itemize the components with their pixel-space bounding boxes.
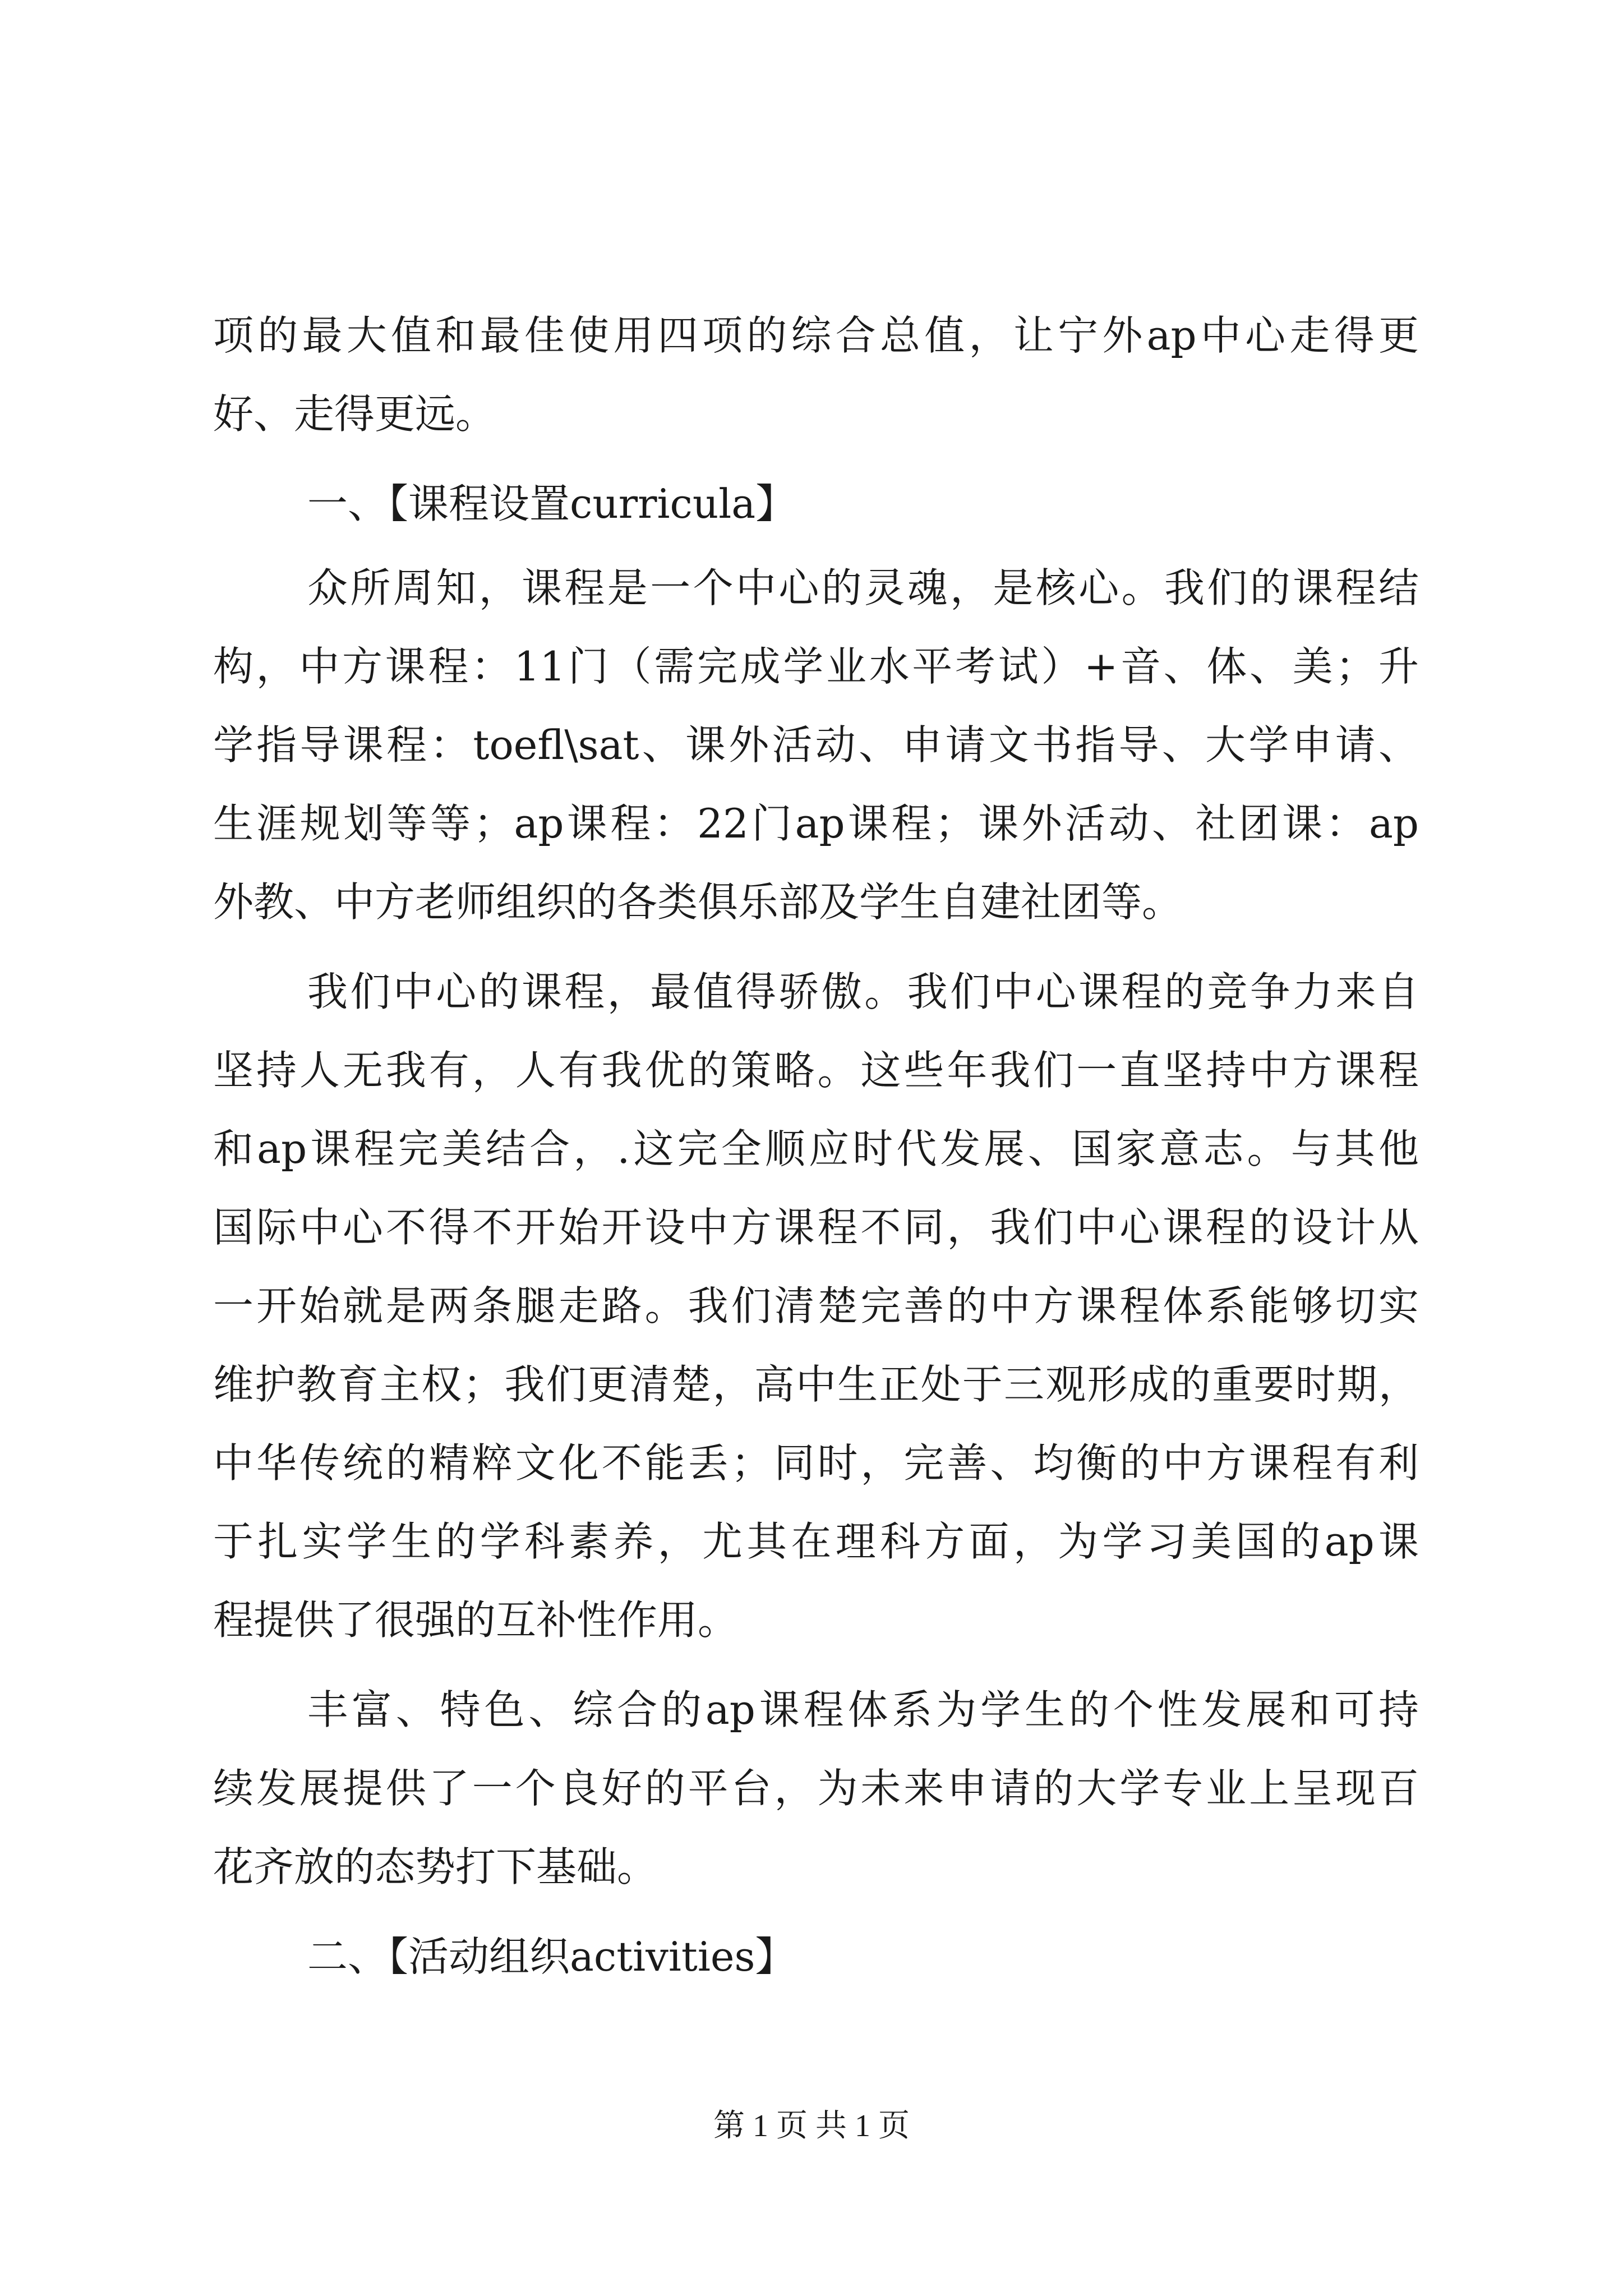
body-line-2: 好、走得更远。: [213, 390, 496, 438]
body-line-11: 和ap课程完美结合，.这完全顺应时代发展、国家意志。与其他: [213, 1125, 1419, 1172]
section-heading-curricula: 一、【课程设置curricula】: [307, 480, 796, 527]
section-heading-activities: 二、【活动组织activities】: [307, 1933, 796, 1980]
body-line-13: 一开始就是两条腿走路。我们清楚完善的中方课程体系能够切实: [213, 1282, 1419, 1329]
body-line-18: 丰富、特色、综合的ap课程体系为学生的个性发展和可持: [307, 1686, 1419, 1733]
body-line-20: 花齐放的态势打下基础。: [213, 1843, 658, 1890]
body-line-9: 我们中心的课程，最值得骄傲。我们中心课程的竞争力来自: [307, 968, 1419, 1015]
page-number-footer: 第 1 页 共 1 页: [713, 2109, 910, 2143]
body-line-10: 坚持人无我有，人有我优的策略。这些年我们一直坚持中方课程: [213, 1047, 1419, 1094]
body-line-8: 外教、中方老师组织的各类俱乐部及学生自建社团等。: [213, 878, 1183, 926]
body-line-17: 程提供了很强的互补性作用。: [213, 1596, 739, 1644]
body-line-5: 构，中方课程：11门（需完成学业水平考试）+音、体、美；升: [213, 643, 1419, 690]
body-line-4: 众所周知，课程是一个中心的灵魂，是核心。我们的课程结: [307, 564, 1419, 611]
body-line-16: 于扎实学生的学科素养，尤其在理科方面，为学习美国的ap课: [213, 1518, 1419, 1565]
body-line-7: 生涯规划等等；ap课程：22门ap课程；课外活动、社团课：ap: [213, 800, 1419, 847]
body-line-15: 中华传统的精粹文化不能丢；同时，完善、均衡的中方课程有利: [213, 1439, 1419, 1487]
body-line-19: 续发展提供了一个良好的平台，为未来申请的大学专业上呈现百: [213, 1765, 1419, 1812]
body-line-1: 项的最大值和最佳使用四项的综合总值，让宁外ap中心走得更: [213, 312, 1419, 359]
body-line-12: 国际中心不得不开始开设中方课程不同，我们中心课程的设计从: [213, 1204, 1419, 1251]
body-line-6: 学指导课程：toefl\sat、课外活动、申请文书指导、大学申请、: [213, 721, 1419, 769]
body-line-14: 维护教育主权；我们更清楚，高中生正处于三观形成的重要时期，: [213, 1361, 1419, 1408]
